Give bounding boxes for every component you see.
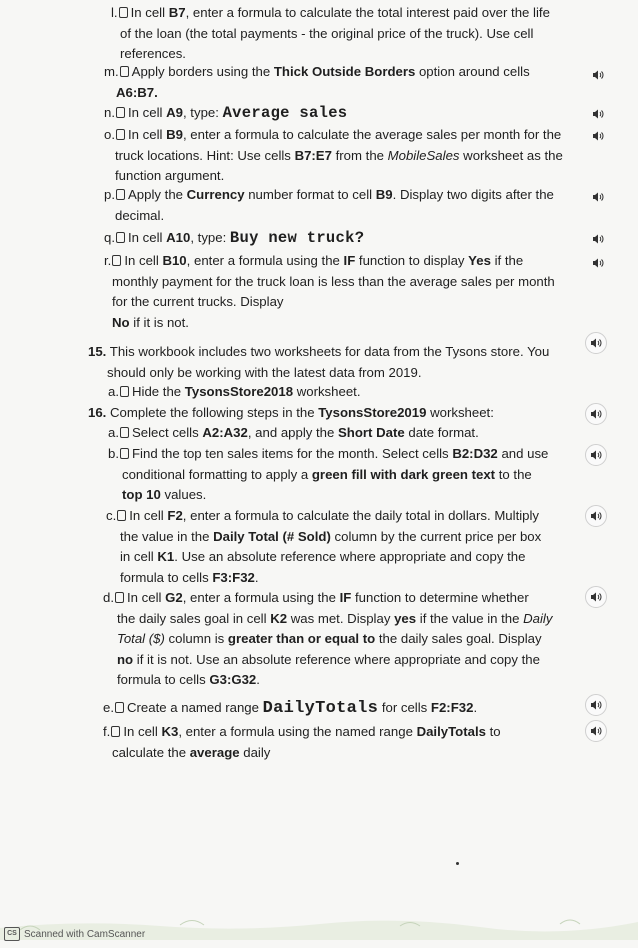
checkbox-icon[interactable] <box>117 510 126 521</box>
step-16c <box>106 506 541 588</box>
text: . <box>473 700 478 715</box>
text-bold: B7 <box>168 5 186 20</box>
text-bold: greater than or equal to <box>227 631 376 646</box>
text: if it is not. <box>129 314 189 330</box>
text: the daily sales goal. Display <box>375 631 542 646</box>
text: values. <box>160 487 207 502</box>
text-bold: G2 <box>165 590 183 605</box>
text: conditional formatting to apply a <box>122 466 312 482</box>
step-16e <box>103 698 477 720</box>
step-label: e. <box>103 700 114 715</box>
text: should only be working with the latest data from 2019. <box>107 364 422 380</box>
checkbox-icon[interactable] <box>120 448 129 459</box>
text: Complete the following steps in the <box>110 405 319 420</box>
step-r <box>104 251 555 333</box>
text: column is <box>164 631 228 646</box>
text: In cell <box>128 127 167 142</box>
speaker-icon[interactable] <box>587 228 609 250</box>
text: date format. <box>404 425 479 440</box>
text: In cell <box>128 105 167 120</box>
speaker-icon[interactable] <box>585 586 607 608</box>
text-bold: DailyTotals <box>416 724 486 739</box>
checkbox-icon[interactable] <box>116 129 125 140</box>
step-16d <box>103 588 552 691</box>
speaker-icon[interactable] <box>587 186 609 208</box>
text: if it is not. Use an absolute reference where appropriate and copy the <box>133 651 540 667</box>
step-label: n. <box>104 105 115 120</box>
text-bold: IF <box>339 590 352 605</box>
typed-text: Average sales <box>222 104 348 122</box>
text: , enter a formula to calculate the daily total in dollars. Multiply <box>182 508 540 523</box>
typed-text: Buy new truck? <box>229 229 365 247</box>
text: , type: <box>190 230 230 245</box>
step-label: p. <box>104 187 115 202</box>
text: , enter a formula using the <box>182 590 340 605</box>
text: to <box>485 724 501 739</box>
text-bold: B9 <box>375 187 393 202</box>
watermark-text: Scanned with CamScanner <box>24 928 146 940</box>
step-label: 16. <box>88 405 107 420</box>
text: was met. Display <box>287 610 395 626</box>
text: number format to cell <box>244 187 376 202</box>
text: option around cells <box>415 64 530 79</box>
text: column by the current price per box <box>330 528 542 544</box>
text: from the <box>331 147 388 163</box>
text: In cell <box>124 253 163 268</box>
checkbox-icon[interactable] <box>116 189 125 200</box>
text-italic: Daily <box>523 610 553 626</box>
text: for cells <box>378 700 431 715</box>
text-bold: A9 <box>166 105 183 120</box>
checkbox-icon[interactable] <box>112 255 121 266</box>
text: the value in the <box>120 528 214 544</box>
text: , type: <box>182 105 223 120</box>
step-label: a. <box>108 425 119 440</box>
step-16f <box>103 722 501 763</box>
text: function argument. <box>115 168 225 183</box>
text: formula to cells <box>120 569 213 585</box>
step-label: q. <box>104 230 115 245</box>
text: , enter a formula to calculate the total interest paid over the life <box>185 5 550 20</box>
text: . <box>256 672 260 687</box>
text-bold: A6:B7. <box>116 84 158 100</box>
step-m <box>104 62 530 103</box>
speaker-icon[interactable] <box>585 720 607 742</box>
text: In cell <box>129 508 168 523</box>
text-bold: K3 <box>161 724 179 739</box>
text: In cell <box>123 724 162 739</box>
step-label: o. <box>104 127 115 142</box>
step-o <box>104 125 563 187</box>
step-16a <box>108 423 479 444</box>
checkbox-icon[interactable] <box>116 107 125 118</box>
step-label: 15. <box>88 344 107 359</box>
step-label: a. <box>108 384 119 399</box>
speaker-icon[interactable] <box>585 332 607 354</box>
text: Hide the <box>132 384 185 399</box>
typed-text: DailyTotals <box>262 699 379 718</box>
text: . Use an absolute reference where appropriate and copy the <box>174 549 526 564</box>
text: Apply the <box>128 187 187 202</box>
speaker-icon[interactable] <box>587 64 609 86</box>
checkbox-icon[interactable] <box>120 427 129 438</box>
text: if the value in the <box>416 610 524 626</box>
text-bold: Yes <box>468 253 491 268</box>
text-bold: Currency <box>186 187 245 202</box>
text: worksheet. <box>293 384 361 399</box>
step-label: m. <box>104 64 119 79</box>
text-bold: K1 <box>157 549 175 564</box>
speaker-icon[interactable] <box>587 103 609 125</box>
text: This workbook includes two worksheets for data from the Tysons store. You <box>109 344 550 359</box>
speaker-icon[interactable] <box>587 252 609 274</box>
text-bold: A2:A32 <box>202 425 248 440</box>
text-italic: Total ($) <box>117 631 165 646</box>
text-bold: yes <box>394 610 417 626</box>
text: decimal. <box>115 207 165 223</box>
text: of the loan (the total payments - the original price of the truck). Use cell <box>120 25 534 41</box>
text-bold: no <box>117 651 134 667</box>
step-15a <box>108 382 360 403</box>
checkbox-icon[interactable] <box>119 7 128 18</box>
text: to the <box>495 466 532 482</box>
step-16b <box>108 444 548 506</box>
text-bold: average <box>189 744 240 760</box>
text-bold: F2:F32 <box>430 700 474 715</box>
text-bold: TysonsStore2019 <box>318 405 427 420</box>
text-bold: F2 <box>167 508 183 523</box>
text-bold: IF <box>343 253 356 268</box>
text: Select cells <box>132 425 203 440</box>
checkbox-icon[interactable] <box>115 592 124 603</box>
text: the daily sales goal in cell <box>117 610 271 626</box>
text: worksheet as the <box>459 147 563 163</box>
text: and use <box>497 446 549 461</box>
text: truck locations. Hint: Use cells <box>115 147 295 163</box>
step-label: d. <box>103 590 114 605</box>
step-label: l. <box>111 5 118 20</box>
text: for the current trucks. Display <box>112 294 284 309</box>
text: Apply borders using the <box>131 64 274 79</box>
text-bold: F3:F32 <box>212 569 255 585</box>
text: , enter a formula to calculate the average sales per month for the <box>182 127 562 142</box>
step-16 <box>88 403 494 424</box>
scanner-watermark <box>4 927 145 941</box>
text: daily <box>239 744 271 760</box>
text: in cell <box>120 549 158 564</box>
checkbox-icon[interactable] <box>111 726 120 737</box>
text-bold: top 10 <box>122 487 161 502</box>
text-bold: B10 <box>162 253 187 268</box>
text-bold: A10 <box>166 230 191 245</box>
checkbox-icon[interactable] <box>120 66 129 77</box>
text-bold: G3:G32 <box>209 672 257 687</box>
step-15 <box>88 342 549 383</box>
speaker-icon[interactable] <box>587 125 609 147</box>
text-bold: B9 <box>166 127 183 142</box>
step-n <box>104 103 347 124</box>
text-bold: Short Date <box>338 425 405 440</box>
text: calculate the <box>112 744 190 760</box>
text-bold: K2 <box>270 610 288 626</box>
text: worksheet: <box>426 405 494 420</box>
speaker-icon[interactable] <box>585 403 607 425</box>
camscanner-logo: CS <box>4 927 20 941</box>
text-italic: MobileSales <box>387 147 460 163</box>
checkbox-icon[interactable] <box>120 386 129 397</box>
text: Find the top ten sales items for the month. Select cells <box>132 446 453 461</box>
checkbox-icon[interactable] <box>116 232 125 243</box>
page-speck <box>456 862 459 865</box>
text-bold: B7:E7 <box>294 147 332 163</box>
text: In cell <box>130 5 169 20</box>
text-bold: Thick Outside Borders <box>273 64 416 79</box>
step-label: c. <box>106 508 117 523</box>
text: if the <box>490 253 524 268</box>
step-q <box>104 228 364 249</box>
text: function to display <box>355 253 469 268</box>
checkbox-icon[interactable] <box>115 702 124 713</box>
text-bold: No <box>112 314 130 330</box>
speaker-icon[interactable] <box>585 505 607 527</box>
step-label: f. <box>103 724 111 739</box>
text: , enter a formula using the <box>186 253 344 268</box>
step-p <box>104 185 554 226</box>
text: monthly payment for the truck loan is less than the average sales per month <box>112 273 555 289</box>
text: . <box>254 569 259 585</box>
speaker-icon[interactable] <box>585 444 607 466</box>
text: Create a named range <box>127 700 263 715</box>
text: references. <box>120 46 186 61</box>
step-l <box>111 3 550 65</box>
text-bold: TysonsStore2018 <box>184 384 294 399</box>
text: formula to cells <box>117 672 210 687</box>
step-label: r. <box>104 253 112 268</box>
step-label: b. <box>108 446 119 461</box>
text: , and apply the <box>247 425 339 440</box>
text: In cell <box>127 590 166 605</box>
speaker-icon[interactable] <box>585 694 607 716</box>
text: In cell <box>128 230 167 245</box>
text: function to determine whether <box>351 590 529 605</box>
text-bold: B2:D32 <box>452 446 498 461</box>
text: . Display two digits after the <box>392 187 554 202</box>
text-bold: Daily Total (# Sold) <box>213 528 331 544</box>
text: , enter a formula using the named range <box>178 724 417 739</box>
text-bold: green fill with dark green text <box>311 466 496 482</box>
